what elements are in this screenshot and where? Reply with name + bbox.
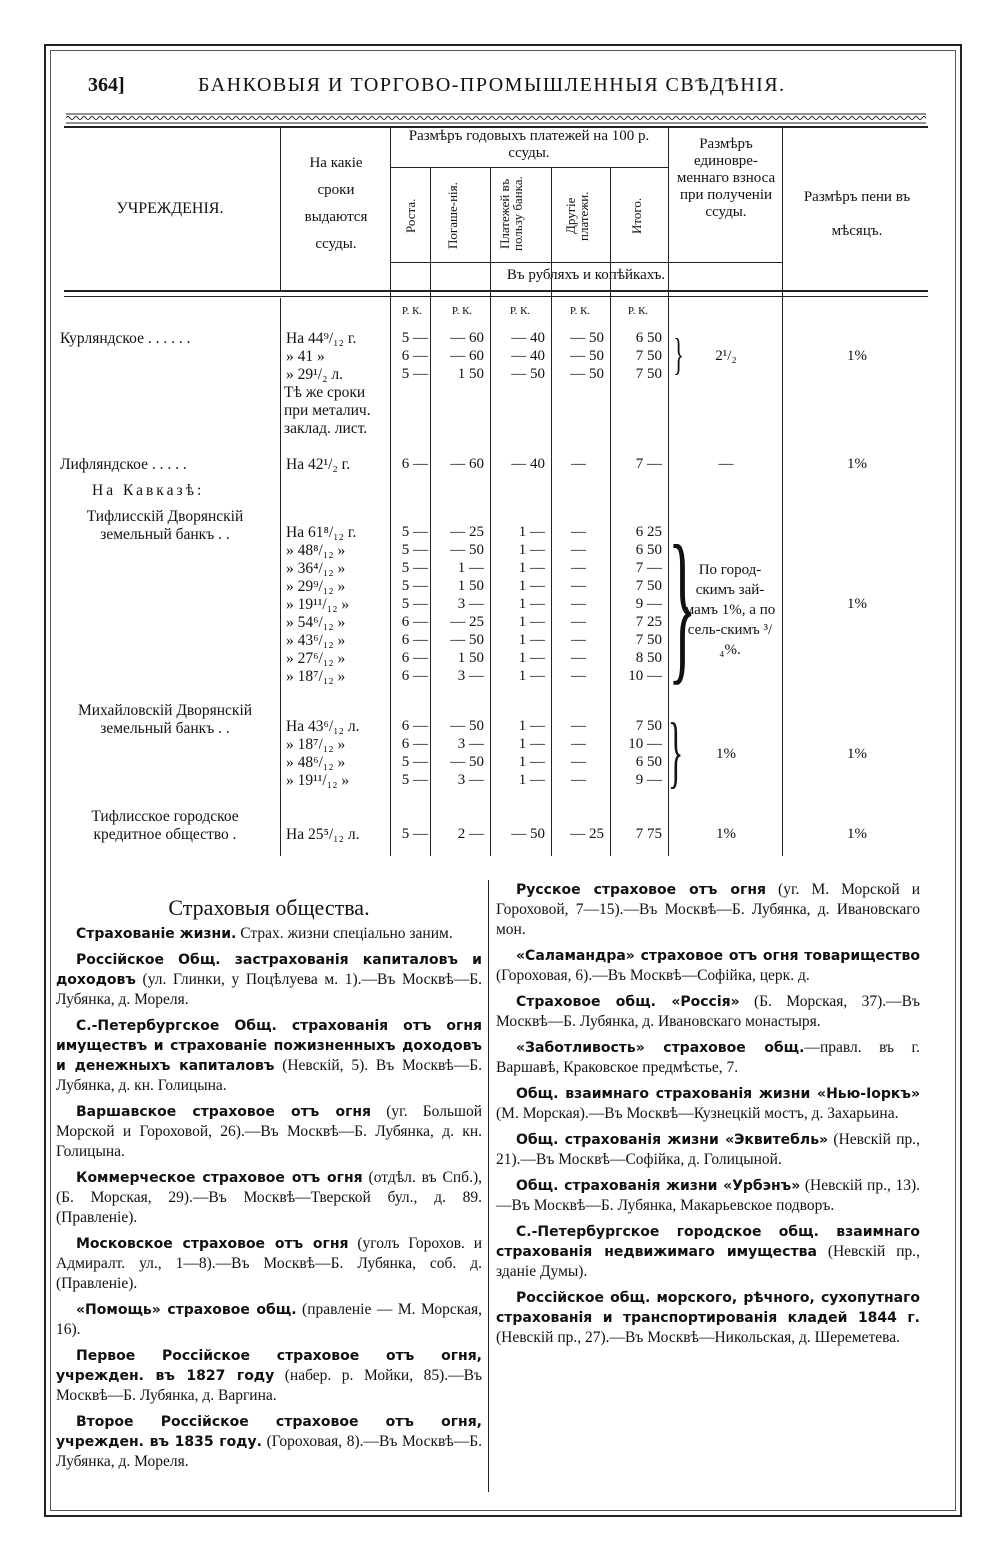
terms-cell: » 48⁶/₁₂ » xyxy=(286,754,346,771)
total-cell: 8 50 xyxy=(635,650,662,666)
total-cell: 6 50 xyxy=(635,330,662,346)
terms-cell: » 29¹/₂ л. xyxy=(286,366,343,383)
insurance-entry xyxy=(56,1102,482,1162)
terms-cell: » 19¹¹/₁₂ » xyxy=(286,596,350,613)
total-cell: 7 — xyxy=(635,560,662,576)
repay-cell: — 50 xyxy=(450,718,484,734)
insurance-entry-name: С.-Петербургское городское общ. взаимнаго страхованія недвижимаго имущества xyxy=(496,1224,920,1260)
insurance-entry xyxy=(56,1016,482,1096)
repay-cell: 3 — xyxy=(457,596,484,612)
total-cell: 10 — xyxy=(628,736,662,752)
insurance-entry xyxy=(56,1412,482,1472)
insurance-entry-text: (Невскій пр., 13).—Въ Москвѣ—Б. Лубянка, Макарьевское подворъ. xyxy=(496,1177,921,1214)
onetime-cell: 2¹/₂ xyxy=(715,348,737,364)
insurance-entry xyxy=(496,1038,920,1078)
insurance-entry-name: Страхованіе жизни. xyxy=(76,926,237,942)
other-cell: — xyxy=(571,718,586,734)
other-cell: — xyxy=(571,650,586,666)
insurance-entry-name: «Саламандра» страховое отъ огня товарищество xyxy=(516,948,920,964)
rk-label: Р. К. xyxy=(451,305,473,317)
insurance-entry xyxy=(56,924,482,944)
insurance-entry xyxy=(496,1084,920,1124)
bank-cell: — 40 xyxy=(511,330,545,346)
institution-name: Михайловскій Дворянскій земельный банкъ . . xyxy=(77,702,253,737)
section-label: На Кавказѣ: xyxy=(92,482,205,499)
insurance-entry xyxy=(496,946,920,986)
total-cell: 7 50 xyxy=(635,366,662,382)
insurance-entry xyxy=(496,1176,920,1216)
bank-cell: 1 — xyxy=(518,524,545,540)
growth-cell: 6 — xyxy=(401,718,428,734)
insurance-entry-text: (Гороховая, 8).—Въ Москвѣ—Б. Лубянка, д. Мореля. xyxy=(56,1433,482,1470)
growth-cell: 6 — xyxy=(401,668,428,684)
bank-cell: 1 — xyxy=(518,560,545,576)
repay-cell: — 60 xyxy=(450,348,484,364)
insurance-entry-name: Московское страховое отъ огня xyxy=(76,1236,349,1252)
repay-cell: — 25 xyxy=(450,614,484,630)
other-cell: — 50 xyxy=(570,348,604,364)
other-cell: — 50 xyxy=(570,366,604,382)
terms-cell: » 36⁴/₁₂ » xyxy=(286,560,346,577)
insurance-entry-text: (уголъ Горохов. и Адмиралт. ул., 1—8).—Въ Москвѣ—Б. Лубянка, соб. д. (Правленіе). xyxy=(56,1235,483,1292)
insurance-entry-name: Варшавское страховое отъ огня xyxy=(76,1104,372,1120)
rk-label: Р. К. xyxy=(401,305,423,317)
col-repayment: Погаше-нія. xyxy=(445,182,460,250)
institution-name: Тифлисское городское кредитное общество . xyxy=(91,808,239,843)
terms-cell: » 48⁸/₁₂ » xyxy=(286,542,346,559)
other-cell: — 50 xyxy=(570,330,604,346)
penalty-cell: 1% xyxy=(847,746,867,762)
repay-cell: 1 50 xyxy=(457,578,484,594)
total-cell: 7 75 xyxy=(635,826,662,842)
repay-cell: — 60 xyxy=(450,456,484,472)
brace: } xyxy=(668,511,697,699)
wavy-rule xyxy=(66,112,926,124)
insurance-entry-name: Второе Россійское страховое отъ огня, учрежден. въ 1835 году. xyxy=(56,1414,482,1450)
insurance-entry-text: (Невскій, 5). Въ Москвѣ—Б. Лубянка, д. кн. Голицына. xyxy=(56,1057,482,1094)
total-cell: 7 50 xyxy=(635,578,662,594)
insurance-entry-name: Общ. взаимнаго страхованія жизни «Нью-Іоркъ» xyxy=(516,1086,920,1102)
bank-cell: — 50 xyxy=(511,826,545,842)
growth-cell: 5 — xyxy=(401,366,428,382)
growth-cell: 6 — xyxy=(401,614,428,630)
insurance-entry xyxy=(56,1346,482,1406)
growth-cell: 6 — xyxy=(401,736,428,752)
insurance-entry-text: (Б. Морская, 37).—Въ Москвѣ—Б. Лубянка, д. Ивановскаго монастыря. xyxy=(496,993,920,1030)
other-cell: — xyxy=(571,542,586,558)
growth-cell: 5 — xyxy=(401,754,428,770)
insurance-entry xyxy=(56,1300,482,1340)
col-payments-group: Размѣръ годовыхъ платежей на 100 р. ссуды. xyxy=(408,128,650,161)
insurance-entry-name: «Заботливость» страховое общ. xyxy=(516,1040,805,1056)
other-cell: — xyxy=(571,668,586,684)
institution-name: Тифлисскій Дворянскій земельный банкъ . . xyxy=(86,508,244,543)
terms-cell: На 25⁵/₁₂ л. xyxy=(286,826,360,843)
col-growth: Роста. xyxy=(403,198,418,234)
onetime-cell: 1% xyxy=(716,826,736,842)
insurance-entry-text: —правл. въ г. Варшавѣ, Краковское предмѣстье, 7. xyxy=(496,1039,920,1076)
insurance-entry-name: Россійское Общ. застрахованія капиталовъ и доходовъ xyxy=(56,952,482,988)
penalty-cell: 1% xyxy=(847,826,867,842)
insurance-entry-name: Русское страховое отъ огня xyxy=(516,882,767,898)
repay-cell: — 60 xyxy=(450,330,484,346)
repay-cell: 3 — xyxy=(457,668,484,684)
terms-cell: » 43⁶/₁₂ » xyxy=(286,632,346,649)
insurance-right-column xyxy=(496,880,920,1354)
terms-cell: На 43⁶/₁₂ л. xyxy=(286,718,360,735)
terms-cell: » 27⁶/₁₂ » xyxy=(286,650,346,667)
repay-cell: — 50 xyxy=(450,542,484,558)
rk-label: Р. К. xyxy=(509,305,531,317)
insurance-entry-text: (набер. р. Мойки, 85).—Въ Москвѣ—Б. Лубянка, д. Варгина. xyxy=(56,1367,483,1404)
repay-cell: 3 — xyxy=(457,772,484,788)
total-cell: 10 — xyxy=(628,668,662,684)
terms-cell: » 54⁶/₁₂ » xyxy=(286,614,346,631)
total-cell: 7 50 xyxy=(635,718,662,734)
terms-cell: На 44⁹/₁₂ г. xyxy=(286,330,357,347)
repay-cell: — 50 xyxy=(450,632,484,648)
institution-name: Курляндское . . . . . . xyxy=(60,330,191,347)
bank-cell: 1 — xyxy=(518,578,545,594)
bank-cell: 1 — xyxy=(518,772,545,788)
col-total: Итого. xyxy=(629,197,644,235)
penalty-cell: 1% xyxy=(847,456,867,472)
other-cell: — xyxy=(571,524,586,540)
growth-cell: 5 — xyxy=(401,596,428,612)
growth-cell: 5 — xyxy=(401,330,428,346)
insurance-entry-text: (М. Морская).—Въ Москвѣ—Кузнецкій мостъ, д. Захарьина. xyxy=(496,1105,899,1122)
insurance-entry xyxy=(56,1168,482,1228)
col-penalty: Размѣръ пени въ мѣсяцъ. xyxy=(803,189,911,239)
bank-cell: — 50 xyxy=(511,366,545,382)
insurance-entry xyxy=(496,1130,920,1170)
insurance-entry-text: (ул. Глинки, у Поцѣлуева м. 1).—Въ Москвѣ—Б. Лубянка, д. Мореля. xyxy=(56,971,482,1008)
bank-cell: — 40 xyxy=(511,456,545,472)
repay-cell: 2 — xyxy=(457,826,484,842)
insurance-entry-name: Коммерческое страховое отъ огня xyxy=(76,1170,363,1186)
other-cell: — xyxy=(571,614,586,630)
other-cell: — xyxy=(571,632,586,648)
terms-cell: » 29⁹/₁₂ » xyxy=(286,578,346,595)
insurance-entry-text: (Невскій пр., 21).—Въ Москвѣ—Софійка, д. Голицыной. xyxy=(496,1131,920,1168)
terms-note: Тѣ же сроки при металич. заклад. лист. xyxy=(284,384,371,437)
page-number: 364] xyxy=(88,74,125,96)
repay-cell: 3 — xyxy=(457,736,484,752)
bank-cell: 1 — xyxy=(518,754,545,770)
insurance-entry-text: (Невскій пр., 27).—Въ Москвѣ—Никольская, д. Шереметева. xyxy=(496,1329,900,1346)
growth-cell: 5 — xyxy=(401,542,428,558)
total-cell: 9 — xyxy=(635,596,662,612)
page-header xyxy=(88,74,928,104)
insurance-entry xyxy=(56,950,482,1010)
total-cell: 7 — xyxy=(635,456,662,472)
insurance-entry-text: Страх. жизни спеціально заним. xyxy=(236,925,453,942)
brace: } xyxy=(668,708,684,796)
other-cell: — xyxy=(571,596,586,612)
insurance-entry xyxy=(496,992,920,1032)
other-cell: — xyxy=(571,578,586,594)
growth-cell: 5 — xyxy=(401,560,428,576)
page-title: БАНКОВЫЯ И ТОРГОВО-ПРОМЫШЛЕННЫЯ СВѢДѢНІЯ. xyxy=(198,74,786,96)
institution-name: Лифляндское . . . . . xyxy=(60,456,187,473)
terms-cell: » 18⁷/₁₂ » xyxy=(286,668,346,685)
insurance-left-column xyxy=(56,895,483,1478)
rk-label: Р. К. xyxy=(569,305,591,317)
bank-cell: 1 — xyxy=(518,736,545,752)
terms-cell: На 61⁸/₁₂ г. xyxy=(286,524,357,541)
growth-cell: 5 — xyxy=(401,524,428,540)
total-cell: 9 — xyxy=(635,772,662,788)
insurance-entry-name: Россійское общ. морского, рѣчного, сухопутнаго страхованія и транспортированія кладей 1844 г. xyxy=(496,1290,920,1326)
units-row: Въ рубляхъ и копѣйкахъ. xyxy=(506,267,666,283)
insurance-entry-text: (уг. М. Морской и Гороховой, 7—15).—Въ Москвѣ—Б. Лубянка, д. Ивановскаго мон. xyxy=(496,881,920,938)
other-cell: — xyxy=(571,772,586,788)
total-cell: 6 50 xyxy=(635,542,662,558)
insurance-entry xyxy=(496,880,920,940)
insurance-entry-text: (правленіе — М. Морская, 16). xyxy=(56,1301,482,1338)
other-cell: — xyxy=(571,456,586,472)
total-cell: 6 50 xyxy=(635,754,662,770)
col-other: Другіе платежи. xyxy=(563,191,591,241)
insurance-entry-text: (уг. Большой Морской и Гороховой, 26).—Въ Москвѣ—Б. Лубянка, д. кн. Голицына. xyxy=(56,1103,482,1160)
growth-cell: 5 — xyxy=(401,772,428,788)
bank-cell: 1 — xyxy=(518,596,545,612)
growth-cell: 6 — xyxy=(401,348,428,364)
repay-cell: — 50 xyxy=(450,754,484,770)
growth-cell: 5 — xyxy=(401,578,428,594)
bank-cell: — 40 xyxy=(511,348,545,364)
rk-label: Р. К. xyxy=(627,305,649,317)
bank-cell: 1 — xyxy=(518,614,545,630)
brace: } xyxy=(673,330,684,379)
bank-cell: 1 — xyxy=(518,650,545,666)
repay-cell: 1 50 xyxy=(457,650,484,666)
total-cell: 6 25 xyxy=(635,524,662,540)
other-cell: — xyxy=(571,736,586,752)
repay-cell: — 25 xyxy=(450,524,484,540)
onetime-cell: — xyxy=(718,456,734,472)
growth-cell: 6 — xyxy=(401,456,428,472)
insurance-entry xyxy=(496,1222,920,1282)
other-cell: — 25 xyxy=(570,826,604,842)
insurance-entry-name: С.-Петербургское Общ. страхованія отъ огня имуществъ и страхованіе пожизненныхъ доходовъ и денежныхъ капиталовъ xyxy=(56,1018,482,1074)
terms-cell: На 42¹/₂ г. xyxy=(286,456,351,473)
bank-cell: 1 — xyxy=(518,542,545,558)
insurance-title: Страховыя общества. xyxy=(168,895,370,920)
onetime-cell: 1% xyxy=(716,746,736,762)
repay-cell: 1 50 xyxy=(457,366,484,382)
bank-cell: 1 — xyxy=(518,668,545,684)
insurance-entry-name: Страховое общ. «Россія» xyxy=(516,994,740,1010)
insurance-entry-text: (Невскій пр., зданіе Думы). xyxy=(496,1243,920,1280)
repay-cell: 1 — xyxy=(457,560,484,576)
insurance-entry-name: Первое Россійское страховое отъ огня, учрежден. въ 1827 году xyxy=(56,1348,482,1384)
bank-cell: 1 — xyxy=(518,718,545,734)
penalty-cell: 1% xyxy=(847,348,867,364)
insurance-entry-text: (Гороховая, 6).—Въ Москвѣ—Софійка, церк. д. xyxy=(496,967,810,984)
col-institutions: УЧРЕЖДЕНІЯ. xyxy=(116,200,224,217)
penalty-cell: 1% xyxy=(847,596,867,612)
col-bank-payments: Платежей въ пользу банка. xyxy=(497,176,525,252)
terms-cell: » 19¹¹/₁₂ » xyxy=(286,772,350,789)
onetime-cell: По город-скимъ зай-мамъ 1%, а по сель-скимъ ³/₄%. xyxy=(684,562,776,658)
insurance-entry xyxy=(56,1234,482,1294)
terms-cell: » 41 » xyxy=(286,348,325,365)
growth-cell: 6 — xyxy=(401,632,428,648)
col-terms: На какіе сроки выдаются ссуды. xyxy=(304,155,368,252)
growth-cell: 6 — xyxy=(401,650,428,666)
total-cell: 7 50 xyxy=(635,632,662,648)
terms-cell: » 18⁷/₁₂ » xyxy=(286,736,346,753)
insurance-entry-name: «Помощь» страховое общ. xyxy=(76,1302,297,1318)
insurance-entry-name: Общ. страхованія жизни «Эквитебль» xyxy=(516,1132,829,1148)
total-cell: 7 25 xyxy=(635,614,662,630)
total-cell: 7 50 xyxy=(635,348,662,364)
col-onetime: Размѣръ единовре-меннаго взноса при полученіи ссуды. xyxy=(676,136,776,220)
growth-cell: 5 — xyxy=(401,826,428,842)
other-cell: — xyxy=(571,754,586,770)
bank-cell: 1 — xyxy=(518,632,545,648)
insurance-entry-text: (отдѣл. въ Спб.), (Б. Морская, 29).—Въ Москвѣ—Тверской бул., д. 89. (Правленіе). xyxy=(56,1169,482,1226)
other-cell: — xyxy=(571,560,586,576)
insurance-entry-name: Общ. страхованія жизни «Урбэнъ» xyxy=(516,1178,801,1194)
insurance-entry xyxy=(496,1288,920,1348)
